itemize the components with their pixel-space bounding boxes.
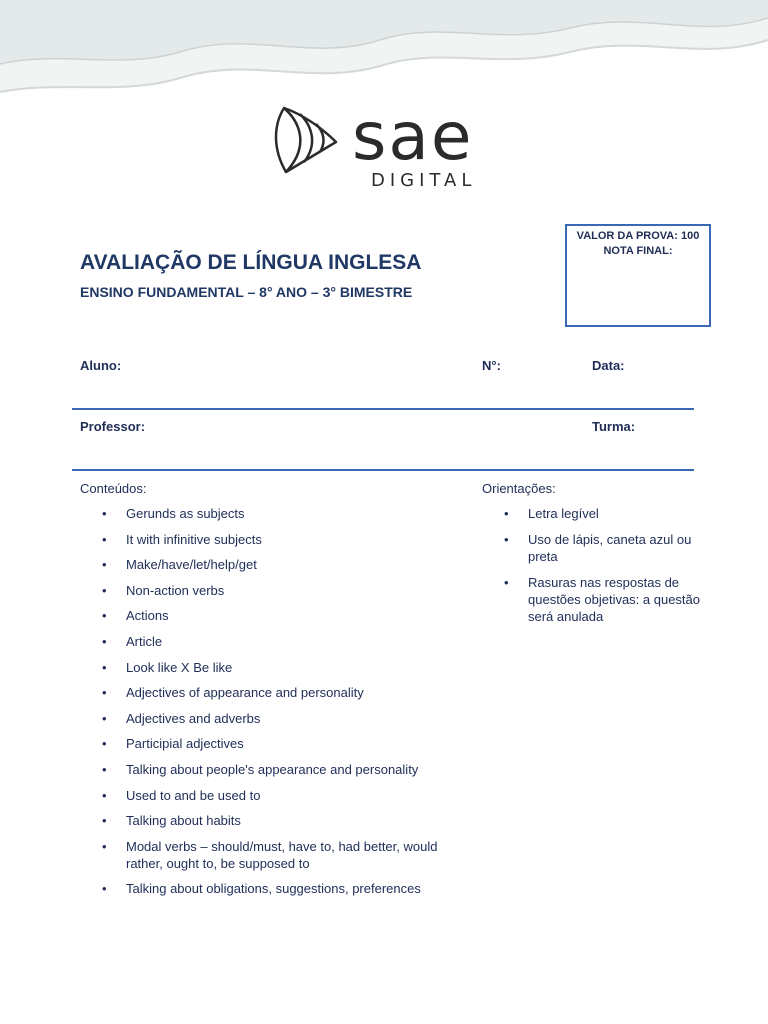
divider-line — [72, 469, 694, 471]
list-item: • Non-action verbs — [102, 582, 462, 599]
list-item: • Talking about habits — [102, 812, 462, 829]
list-item: • Talking about people's appearance and personality — [102, 761, 462, 778]
list-item: • Actions — [102, 607, 462, 624]
list-item: • Article — [102, 633, 462, 650]
logo-wordmark: sae — [352, 98, 474, 175]
list-item: • Uso de lápis, caneta azul ou preta — [504, 531, 704, 565]
divider-line — [72, 408, 694, 410]
orientacoes-list — [504, 505, 704, 634]
list-item: • Modal verbs – should/must, have to, had better, would rather, ought to, be supposed to — [102, 838, 462, 872]
turma-label: Turma: — [592, 419, 636, 434]
list-item: • Look like X Be like — [102, 659, 462, 676]
logo-tagline: DIGITAL — [371, 170, 477, 191]
score-box — [565, 224, 711, 327]
list-item: • It with infinitive subjects — [102, 531, 462, 548]
list-item: • Adjectives of appearance and personality — [102, 684, 462, 701]
page-subtitle: ENSINO FUNDAMENTAL – 8° ANO – 3° BIMESTRE — [80, 284, 413, 300]
conteudos-label: Conteúdos: — [80, 481, 147, 496]
list-item: • Gerunds as subjects — [102, 505, 462, 522]
list-item: • Letra legível — [504, 505, 704, 522]
list-item: • Used to and be used to — [102, 787, 462, 804]
valor-label: VALOR DA PROVA: 100 — [576, 230, 700, 242]
list-item: • Make/have/let/help/get — [102, 556, 462, 573]
page-title: AVALIAÇÃO DE LÍNGUA INGLESA — [80, 251, 422, 274]
list-item: • Rasuras nas respostas de questões objetivas: a questão será anulada — [504, 574, 704, 625]
list-item: • Participial adjectives — [102, 735, 462, 752]
conteudos-list — [102, 505, 462, 906]
aluno-label: Aluno: — [80, 358, 122, 373]
nota-final-label: NOTA FINAL: — [603, 245, 673, 257]
orientacoes-label: Orientações: — [482, 481, 556, 496]
list-item: • Adjectives and adverbs — [102, 710, 462, 727]
list-item: • Talking about obligations, suggestions, preferences — [102, 880, 462, 897]
numero-label: N°: — [482, 358, 501, 373]
data-label: Data: — [592, 358, 625, 373]
professor-label: Professor: — [80, 419, 146, 434]
